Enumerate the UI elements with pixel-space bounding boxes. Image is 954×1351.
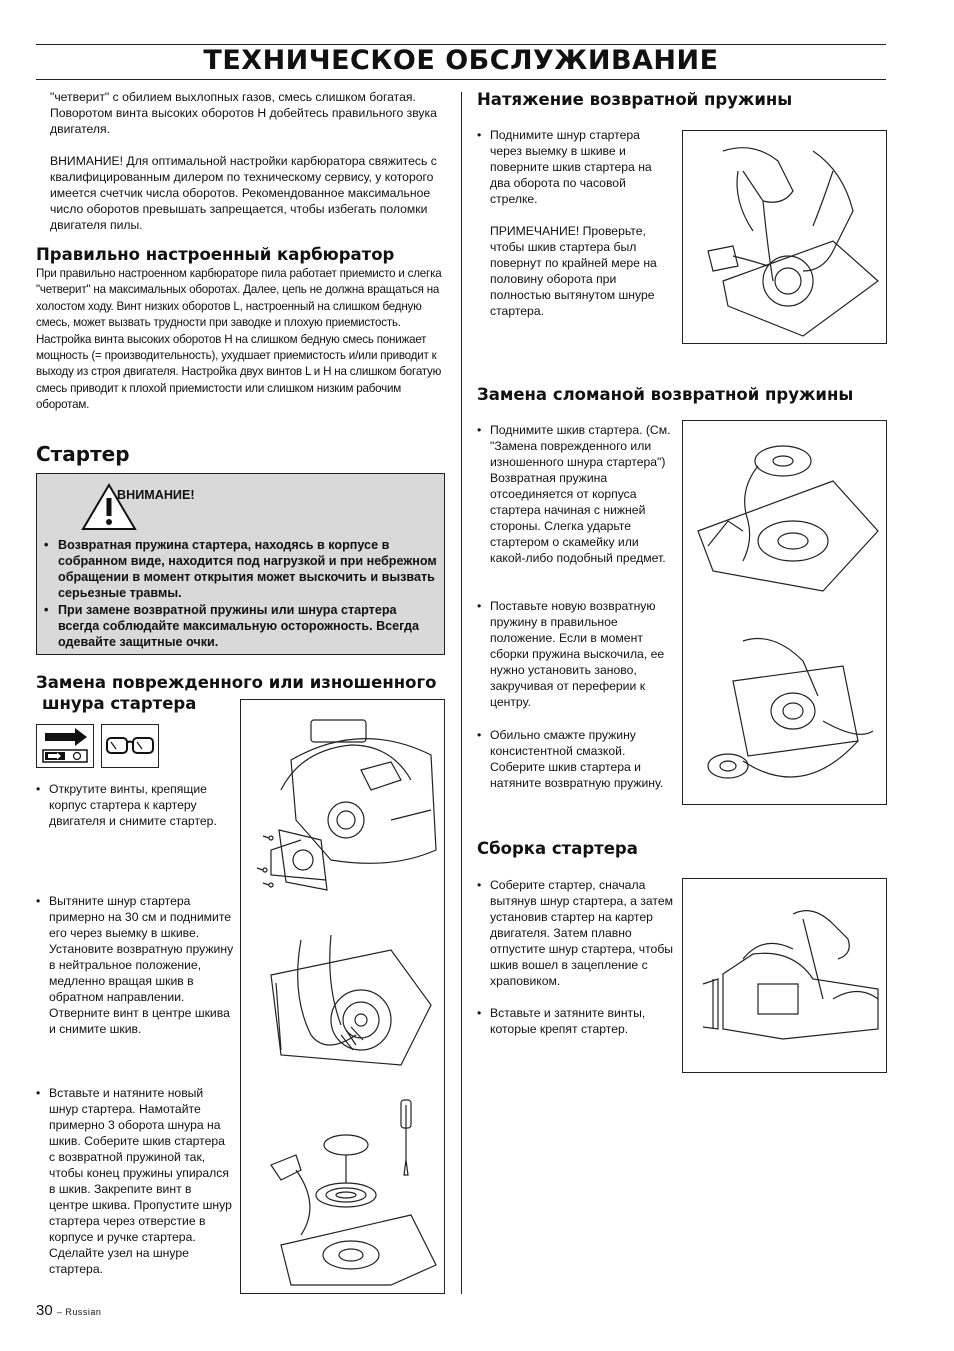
broken-spring-heading: Замена сломаной возвратной пружины [477,385,854,404]
cord-step-list-1 [36,781,234,829]
warning-item: • Возвратная пружина стартера, находясь в корпусе в собранном виде, находится под нагрузкой и при небрежном обращении в момент открытия может выскочить и вызвать серьезные травмы. [44,538,437,600]
attention-paragraph: ВНИМАНИЕ! Для оптимальной настройки карбюратора свяжитесь с квалифицированным дилером по техническому сервису, у которого имеется счетчик числа оборотов. Рекомендованное максимальное число оборотов превышать запрещается, чтобы избегать поломки двигателя пилы. [50,154,437,232]
list-item: • Вставьте и натяните новый шнур стартера. Намотайте примерно 3 оборота шнура на шкив. Соберите шкив стартера с возвратной пружиной так, чтобы конец пружины упирался в шкив. Закрепите винт в центре шкива. Пропустите шнур стартера через отверстие в корпусе и ручке стартера. Сделайте узел на шнуре стартера. [36,1085,234,1277]
spring-replacement-illustration [682,420,887,805]
cord-heading-line2: шнура стартера [42,694,197,713]
title-underline [36,79,886,80]
assembly-heading: Сборка стартера [477,839,638,858]
exploded-starter-illustration [271,1100,436,1285]
cord-replacement-illustration [240,699,445,1294]
cord-step-list-2 [36,893,234,1037]
intro-paragraph: "четверит" с обилием выхлопных газов, смесь слишком богатая. Поворотом винта высоких оборотов H добейтесь правильного звука двигателя. [50,90,437,136]
list-item: • Открутите винты, крепящие корпус стартера к картеру двигателя и снимите стартер. [36,781,234,829]
chainsaw-illustration [271,720,436,880]
assembly-illustration [682,878,887,1073]
broken-spring-list-1 [477,422,677,566]
tension-illustration [682,130,887,344]
column-divider [461,92,462,1294]
warning-box [36,473,445,655]
list-item: • Вставьте и затяните винты, которые крепят стартер. [477,1005,677,1037]
warning-item: • При замене возвратной пружины или шнура стартера всегда соблюдайте максимальную осторожность. Всегда одевайте защитные очки. [44,603,419,649]
page-title: ТЕХНИЧЕСКОЕ ОБСЛУЖИВАНИЕ [203,45,719,76]
intro-block [50,89,450,233]
footer-language: – Russian [56,1307,102,1317]
cord-heading-line1: Замена поврежденного или изношенного [36,673,437,692]
page-number: 30 [36,1302,53,1319]
page-footer [36,1302,101,1319]
carb-heading: Правильно настроенный карбюратор [36,245,395,264]
broken-spring-list-3 [477,727,677,791]
tension-note: ПРИМЕЧАНИЕ! Проверьте, чтобы шкив стартера был повернут по крайней мере на половину оборота при полностью вытянутом шнуре стартера. [490,224,657,318]
broken-spring-list-2 [477,598,677,710]
starter-heading: Стартер [36,442,130,466]
list-item: • Обильно смажте пружину консистентной смазкой. Соберите шкив стартера и натяните возвратную пружину. [477,727,677,791]
list-item: • Поставьте новую возвратную пружину в правильное положение. Если в момент сборки пружина выскочила, ее нужно установить заново, закручивая от переферии к центру. [477,598,677,710]
safety-glasses-icon [101,724,159,768]
tension-text [477,127,675,319]
carb-body: При правильно настроенном карбюраторе пила работает приемисто и слегка "четверит" на максимальных оборотах. Далее, цепь не должна вращаться на холостом ходу. Винт низких оборотов L, настроенный на слишком бедную смесь, может вызвать трудности при заводке и плохую приемистость. Настройка винта высоких оборотов H на слишком бедную смесь понижает мощность (= производительность), ухудшает приемистость и/или приводит к выходу из строя двигателя. Настройка двух винтов L и H на слишком богатую смесь приводит к плохой приемистости или слишком низким рабочим оборотам. [36,267,442,412]
tension-list [477,127,675,207]
list-item: • Вытяните шнур стартера примерно на 30 см и поднимите его через выемку в шкиве. Установите возвратную пружину в нейтральное положение, медленно вращая шкив в обратном направлении. Отверните винт в центре шкива и снимите шкив. [36,893,234,1037]
warning-list [44,537,439,650]
warning-title: ВНИМАНИЕ! [117,488,195,502]
list-item: • Поднимите шнур стартера через выемку в шкиве и поверните шкив стартера на два оборота по часовой стрелке. [477,127,675,207]
tension-heading: Натяжение возвратной пружины [477,90,793,109]
list-item: • Соберите стартер, сначала вытянув шнур стартера, а затем установив стартер на картер двигателя. Затем плавно отпустите шнур стартера, чтобы шкив вошел в зацепление с храповиком. [477,877,677,989]
pulley-cord-illustration [271,935,431,1065]
starter-cover-illustration [257,830,327,890]
remove-symbol [36,724,94,768]
assembly-list-2 [477,1005,677,1037]
list-item: • Поднимите шкив стартера. (См. "Замена поврежденного или изношенного шнура стартера") Возвратная пружина отсоединяется от корпуса стартера начиная с нижней стороны. Слегка ударьте стартером о скамейку или какой-либо подобный предмет. [477,422,677,566]
cord-step-list-3 [36,1085,234,1277]
assembly-list-1 [477,877,677,989]
